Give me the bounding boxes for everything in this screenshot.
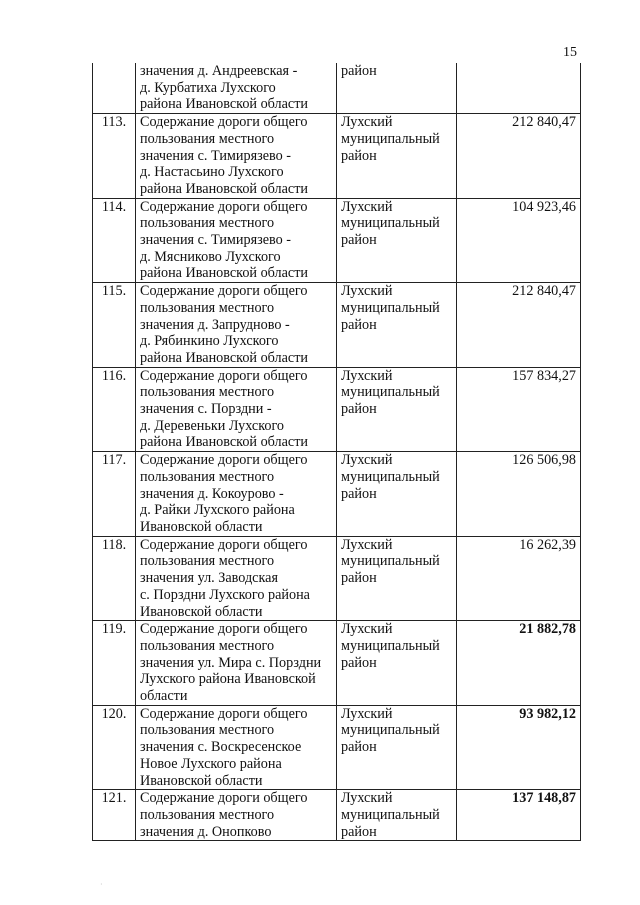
road-name-line: значения ул. Заводская [140,570,278,587]
district-line: Лухский [341,705,393,722]
road-name-line: д. Мясниково Лухского [140,248,281,265]
road-name-line: Содержание дороги общего [140,198,308,215]
road-name-line: пользования местного [140,637,275,654]
district [337,367,457,452]
road-name-line: Содержание дороги общего [140,790,308,807]
road-name-line: значения д. Андреевская - [140,63,298,79]
road-name-line: Лухского района Ивановской [140,671,316,688]
road-name-line: значения с. Тимирязево - [140,232,291,249]
amount: 126 506,98 [457,452,581,537]
district-line: муниципальный [341,215,440,232]
district [337,283,457,368]
amount: 212 840,47 [457,283,581,368]
district-line: район [341,823,377,840]
district-line: район [341,739,377,756]
district-line: район [341,147,377,164]
table-body [93,63,581,841]
road-name-line: д. Деревеньки Лухского [140,417,285,434]
district-line: муниципальный [341,637,440,654]
amount: 157 834,27 [457,367,581,452]
district-line: муниципальный [341,722,440,739]
road-name-line: Ивановской области [140,603,263,620]
road-name-line: пользования местного [140,806,275,823]
road-name-line: с. Порздни Лухского района [140,586,310,603]
row-number: 119. [93,621,136,706]
table-row [93,114,581,199]
road-name-line: пользования местного [140,384,275,401]
table-row-continuation [93,63,581,114]
district [337,536,457,621]
district-line: Лухский [341,114,393,131]
row-number: 114. [93,198,136,283]
road-name-line: Содержание дороги общего [140,621,308,638]
road-name [136,621,337,706]
road-name-line: пользования местного [140,299,275,316]
roads-table [92,63,581,841]
table-row [93,705,581,790]
road-name [136,198,337,283]
road-name-line: значения д. Запрудново - [140,316,290,333]
road-name-line: значения с. Тимирязево - [140,147,291,164]
district-line: Лухский [341,283,393,300]
road-name-line: Новое Лухского района [140,755,282,772]
district [337,198,457,283]
district-line: район [341,485,377,502]
row-number: 120. [93,705,136,790]
table-row [93,367,581,452]
table-row [93,621,581,706]
road-name-line: района Ивановской области [140,349,308,366]
district [337,790,457,841]
road-name-line: пользования местного [140,553,275,570]
district [337,452,457,537]
district-line: район [341,316,377,333]
district [337,63,457,114]
table-row [93,452,581,537]
road-name-line: значения д. Онопково [140,823,272,840]
district-line: Лухский [341,790,393,807]
row-number [93,63,136,114]
road-name [136,705,337,790]
road-name-line: района Ивановской области [140,96,308,113]
road-name [136,536,337,621]
table-row [93,198,581,283]
road-name-line: д. Курбатиха Лухского [140,79,276,96]
district [337,114,457,199]
road-name-line: Ивановской области [140,772,263,789]
page-number: 15 [563,45,577,60]
row-number: 115. [93,283,136,368]
amount: 137 148,87 [457,790,581,841]
row-number: 116. [93,367,136,452]
row-number: 118. [93,536,136,621]
district-line: муниципальный [341,130,440,147]
district-line: муниципальный [341,806,440,823]
district-line: район [341,401,377,418]
table-row [93,283,581,368]
amount: 21 882,78 [457,621,581,706]
road-name-line: значения д. Кокоурово - [140,485,284,502]
table-row [93,790,581,841]
road-name-line: Содержание дороги общего [140,114,308,131]
road-name-line: области [140,688,188,705]
district-line: муниципальный [341,553,440,570]
scan-speck: · [100,880,103,889]
road-name-line: Содержание дороги общего [140,452,308,469]
amount: 212 840,47 [457,114,581,199]
district-line: Лухский [341,536,393,553]
road-name-line: Содержание дороги общего [140,536,308,553]
amount [457,63,581,114]
road-name-line: д. Рябинкино Лухского [140,333,279,350]
district-line: Лухский [341,621,393,638]
road-name-line: Ивановской области [140,518,263,535]
amount: 104 923,46 [457,198,581,283]
table-row [93,536,581,621]
road-name-line: д. Райки Лухского района [140,502,295,519]
road-name-line: района Ивановской области [140,180,308,197]
road-name-line: Содержание дороги общего [140,705,308,722]
road-name-line: значения с. Порздни - [140,401,272,418]
road-name-line: района Ивановской области [140,434,308,451]
district [337,621,457,706]
district-line: район [341,232,377,249]
district-line: Лухский [341,452,393,469]
road-name-line: Содержание дороги общего [140,367,308,384]
row-number: 121. [93,790,136,841]
district-line: муниципальный [341,384,440,401]
road-name [136,367,337,452]
district-line: муниципальный [341,299,440,316]
road-name [136,63,337,114]
district [337,705,457,790]
row-number: 113. [93,114,136,199]
road-name [136,452,337,537]
amount: 16 262,39 [457,536,581,621]
district-line: район [341,63,377,79]
road-name [136,114,337,199]
district-line: район [341,570,377,587]
road-name-line: Содержание дороги общего [140,283,308,300]
road-name-line: пользования местного [140,130,275,147]
road-name-line: пользования местного [140,468,275,485]
district-line: район [341,654,377,671]
row-number: 117. [93,452,136,537]
district-line: Лухский [341,198,393,215]
road-name-line: значения ул. Мира с. Порздни [140,654,322,671]
road-name-line: пользования местного [140,215,275,232]
road-name-line: района Ивановской области [140,265,308,282]
road-name-line: пользования местного [140,722,275,739]
district-line: муниципальный [341,468,440,485]
road-name [136,283,337,368]
road-name [136,790,337,841]
road-name-line: значения с. Воскресенское [140,739,302,756]
amount: 93 982,12 [457,705,581,790]
district-line: Лухский [341,367,393,384]
road-name-line: д. Настасьино Лухского [140,164,284,181]
